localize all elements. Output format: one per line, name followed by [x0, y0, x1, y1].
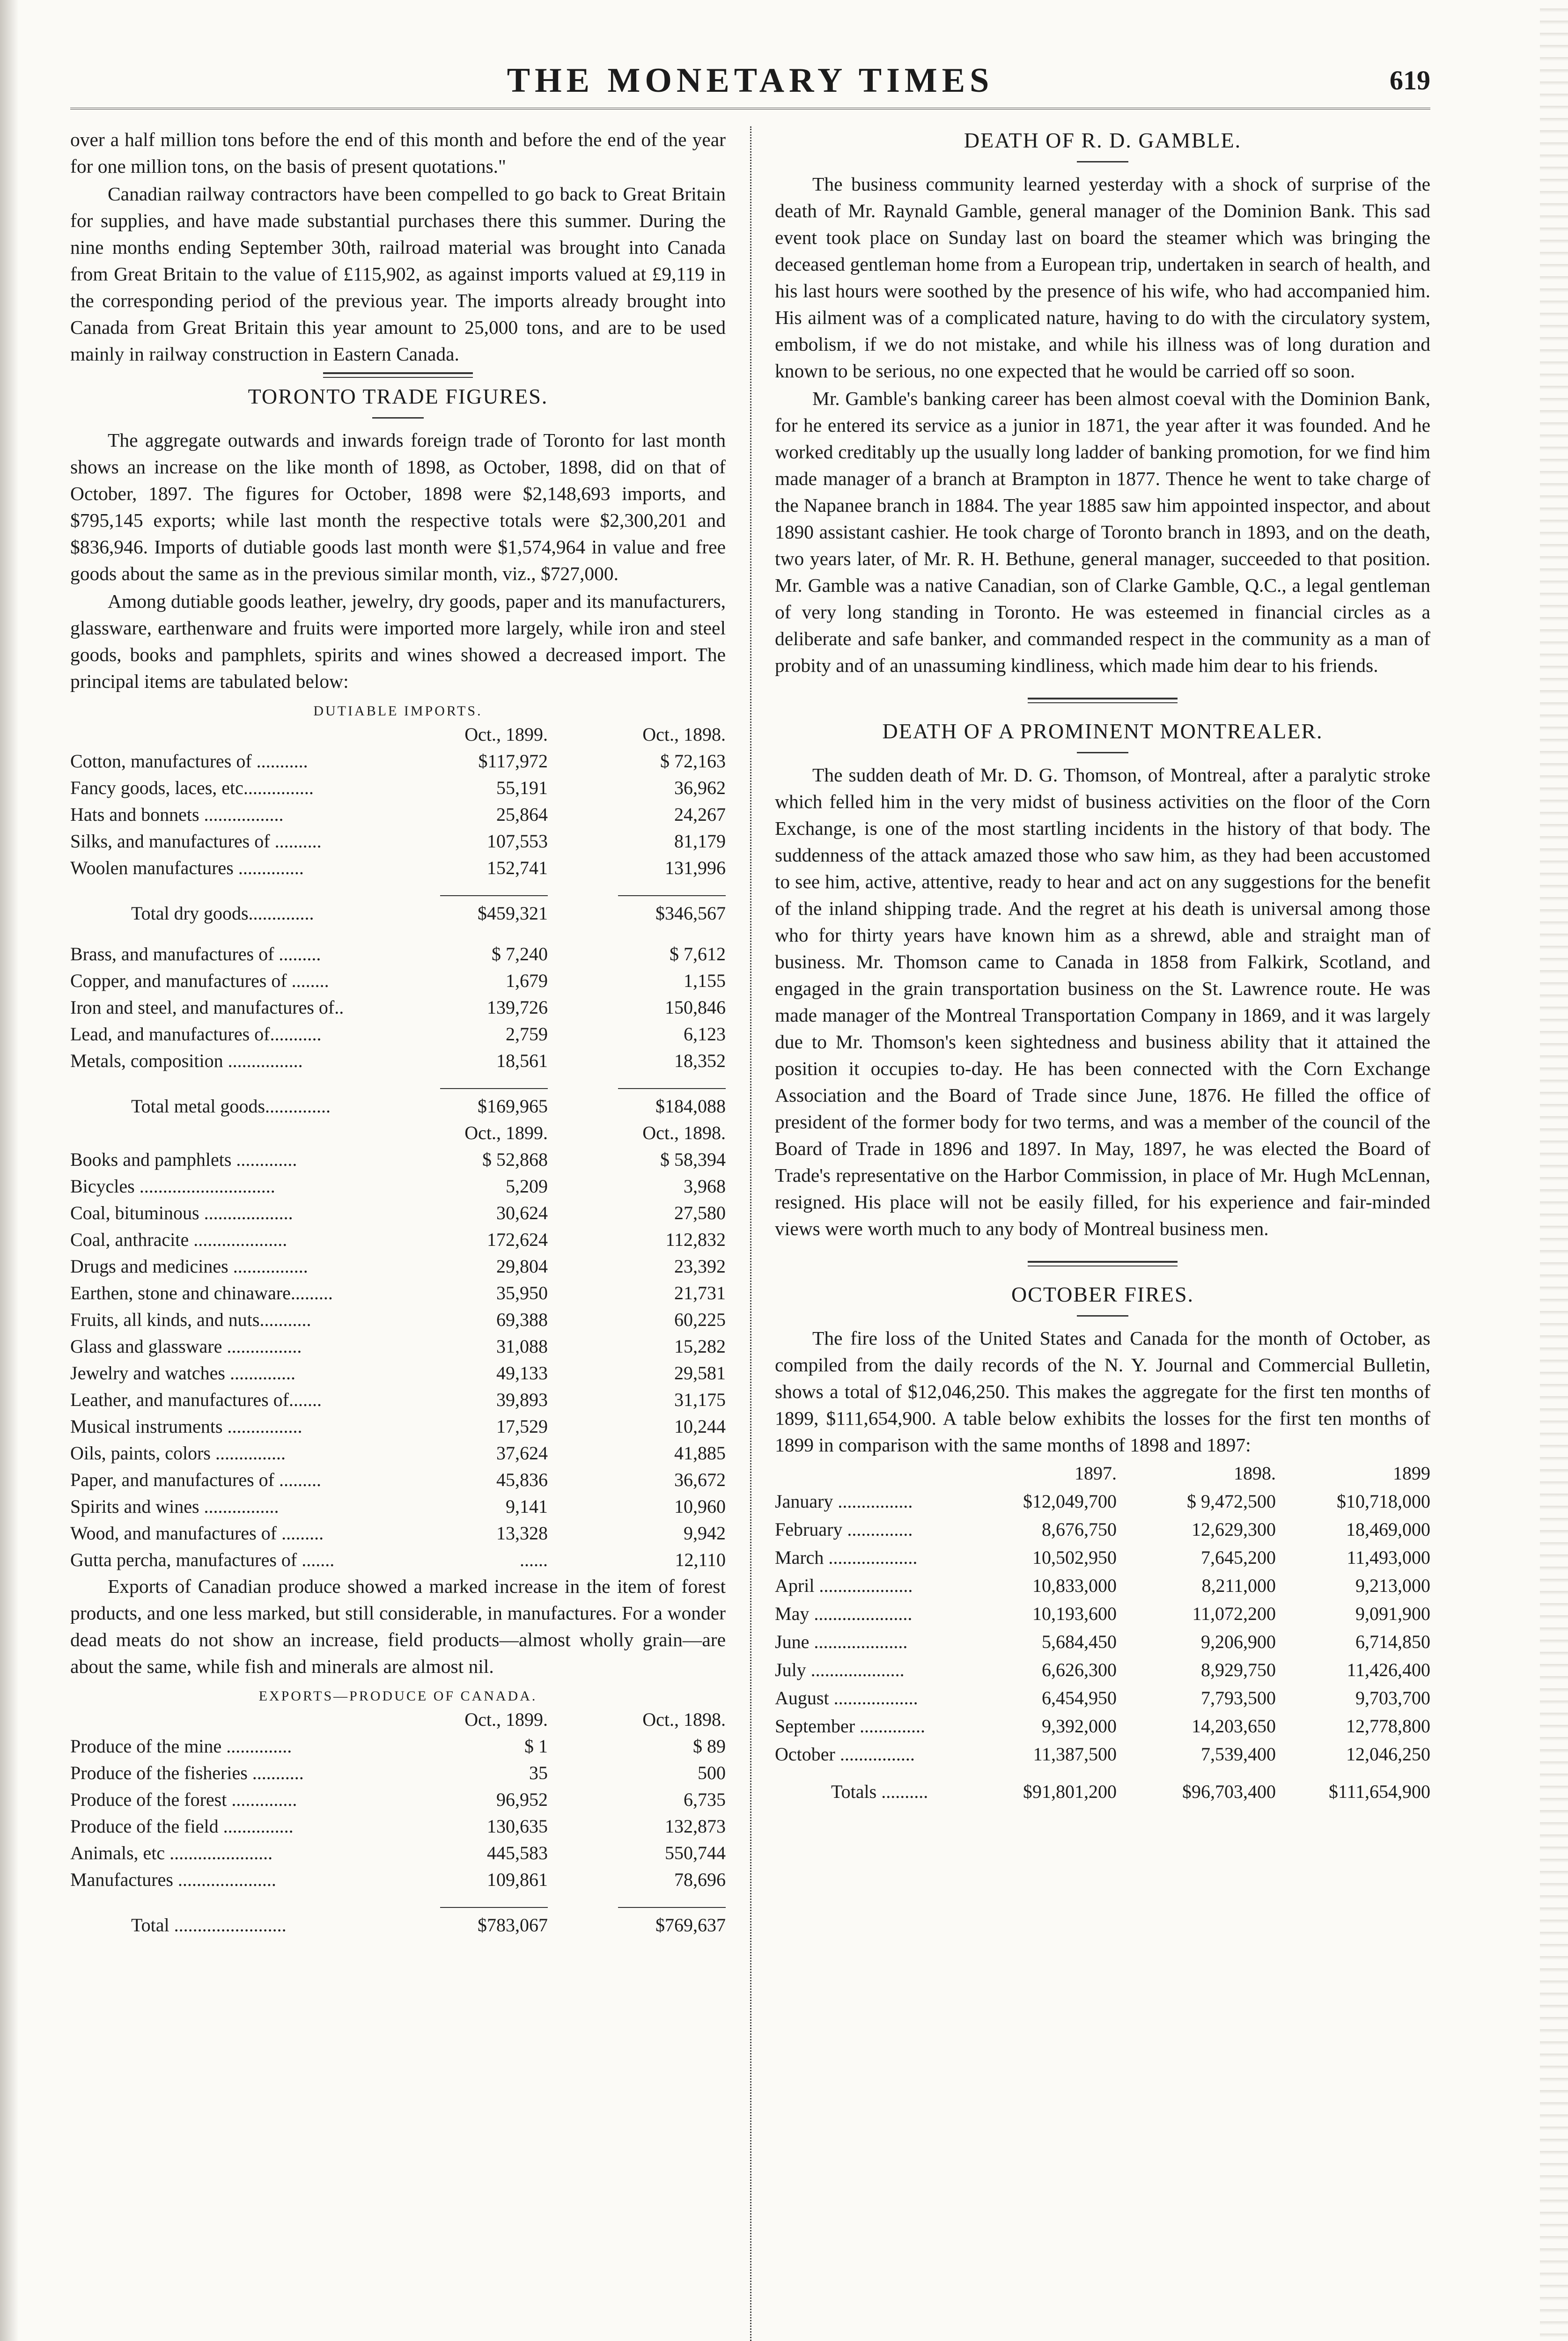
item-label: Lead, and manufactures of...........	[70, 1023, 322, 1045]
value-1898: 15,282	[674, 1336, 726, 1357]
value-1898: $ 58,394	[660, 1149, 726, 1170]
table-row	[70, 1466, 726, 1493]
total-label: Total dry goods..............	[131, 903, 314, 924]
value-1899: $ 7,240	[492, 943, 548, 964]
table-row	[775, 1487, 1430, 1516]
value-1898: 81,179	[674, 831, 726, 852]
totals-1897: $91,801,200	[1023, 1781, 1117, 1802]
fires-table	[775, 1487, 1430, 1768]
table-row	[70, 1440, 726, 1466]
value-1899: 130,635	[487, 1816, 548, 1837]
item-label: Leather, and manufactures of.......	[70, 1389, 322, 1410]
item-label: Musical instruments ................	[70, 1416, 302, 1437]
value-1899: 17,529	[496, 1416, 548, 1437]
fires-totals-row	[775, 1778, 1430, 1806]
table-row	[775, 1572, 1430, 1600]
table-row	[70, 1759, 726, 1786]
loss-1898: 7,645,200	[1201, 1547, 1276, 1568]
value-1899: 445,583	[487, 1842, 548, 1863]
total-label: Total metal goods..............	[131, 1096, 331, 1117]
loss-1898: 7,793,500	[1201, 1687, 1276, 1708]
table-row	[70, 1840, 726, 1866]
toronto-title: TORONTO TRADE FIGURES.	[248, 384, 548, 408]
loss-1899: 11,426,400	[1347, 1659, 1430, 1680]
table-header-2	[70, 1119, 726, 1146]
item-label: Brass, and manufactures of .........	[70, 943, 321, 964]
table-row	[70, 1253, 726, 1280]
total-1899: $783,067	[478, 1914, 548, 1936]
item-label: Books and pamphlets .............	[70, 1149, 297, 1170]
col-oct-1898: Oct., 1898.	[642, 1122, 726, 1143]
page-shadow-left	[0, 0, 19, 2341]
item-label: Earthen, stone and chinaware.........	[70, 1282, 333, 1303]
table-row	[70, 854, 726, 881]
dry-total-row	[70, 900, 726, 927]
value-1898: 27,580	[674, 1202, 726, 1223]
exports-total-row	[70, 1912, 726, 1938]
value-1899: 49,133	[496, 1362, 548, 1384]
value-1898: 550,744	[665, 1842, 726, 1863]
month-label: March ...................	[775, 1547, 918, 1568]
table-row	[70, 1333, 726, 1360]
table-row	[775, 1684, 1430, 1712]
item-label: Jewelry and watches ..............	[70, 1362, 295, 1384]
table-row	[775, 1740, 1430, 1768]
section-rule	[323, 372, 473, 378]
value-1898: 18,352	[674, 1050, 726, 1071]
total-1899: $459,321	[478, 903, 548, 924]
item-label: Animals, etc ......................	[70, 1842, 273, 1863]
value-1898: 23,392	[674, 1256, 726, 1277]
value-1899: 9,141	[506, 1496, 548, 1517]
table-row	[70, 748, 726, 774]
table-row	[70, 1226, 726, 1253]
gamble-paragraph-2: Mr. Gamble's banking career has been almost coeval with the Dominion Bank, for he entered its service as a junior in 1871, the year after it was founded. And he worked creditably up the usually long ladder of banking promotion, for we find him made manager of a branch at Brampton in 1877. Thence he went to take charge of the Napanee branch in 1884. The year 1885 saw him appointed inspector, and about 1890 assistant cashier. He took charge of Toronto branch in 1893, and on the death, two years later, of Mr. R. H. Bethune, general manager, succeeded to that position. Mr. Gamble was a native Canadian, son of Clarke Gamble, Q.C., a legal gentleman of very long standing in Toronto. He was esteemed in financial circles as a deliberate and safe banker, and commanded respect in the community as a man of probity and of an unassuming kindliness, which made him dear to his friends.	[775, 388, 1430, 676]
table-row	[70, 1280, 726, 1306]
exports-table	[70, 1733, 726, 1893]
value-1899: 172,624	[487, 1229, 548, 1250]
loss-1898: 9,206,900	[1201, 1631, 1276, 1652]
value-1898: 31,175	[674, 1389, 726, 1410]
value-1899: 35	[529, 1762, 548, 1783]
year-1897: 1897.	[1075, 1463, 1117, 1484]
item-label: Glass and glassware ................	[70, 1336, 302, 1357]
short-rule	[372, 417, 424, 419]
value-1899: 18,561	[496, 1050, 548, 1071]
table-row	[70, 1733, 726, 1759]
section-rule	[1028, 698, 1178, 703]
table-row	[70, 1493, 726, 1520]
value-1899: $ 1	[524, 1736, 548, 1757]
value-1898: $ 89	[693, 1736, 726, 1757]
col-oct-1899: Oct., 1899.	[464, 724, 548, 745]
total-line	[70, 1907, 726, 1912]
metal-total-row	[70, 1093, 726, 1119]
loss-1897: 10,833,000	[1032, 1575, 1117, 1596]
newspaper-page	[70, 56, 1430, 2341]
month-label: April ....................	[775, 1575, 913, 1596]
total-line	[70, 1088, 726, 1093]
fires-title: OCTOBER FIRES.	[1011, 1282, 1194, 1306]
masthead: THE MONETARY TIMES	[507, 61, 994, 100]
value-1898: 21,731	[674, 1282, 726, 1303]
table-row	[70, 1786, 726, 1813]
other-goods-table	[70, 1146, 726, 1573]
item-label: Spirits and wines ................	[70, 1496, 279, 1517]
total-line	[70, 895, 726, 900]
montrealer-paragraph-1: The sudden death of Mr. D. G. Thomson, of Montreal, after a paralytic stroke which felled him in the very midst of business activities on the floor of the Corn Exchange, is one of the most startling incidents in the history of that body. The suddenness of the attack amazed those who saw him, as they had been accustomed to see him, active, attentive, ready to hear and act on any suggestions for the benefit of the inland shipping trade. And the regret at his death is universal among those who for thirty years have known him as a shrewd, able and straight man of business. Mr. Thomson came to Canada in 1858 from Falkirk, Scotland, and engaged in the grain transportation business on the St. Lawrence route. He was made manager of the Montreal Transportation Company in 1869, and it was largely due to Mr. Thomson's keen sightedness and business ability that it attained the position it occupies to-day. He has been connected with the Corn Exchange Association and the Board of Trade since June, 1876. He filled the office of president of the former body for two terms, and was a member of the council of the Board of Trade in 1896 and 1897. In May, 1897, he was elected the Board of Trade's representative on the Harbor Commission, in place of Mr. Hugh McLennan, resigned. His place will not be easily filled, for his experience and fair-minded views were worth much to any body of Montreal business men.	[775, 764, 1430, 1239]
month-label: February ..............	[775, 1519, 913, 1540]
fires-paragraph-1: The fire loss of the United States and Canada for the month of October, as compiled from the daily records of the N. Y. Journal and Commercial Bulletin, shows a total of $12,046,250. This makes the aggregate for the first ten months of 1899, $111,654,900. A table below exhibits the losses for the first ten months of 1899 in comparison with the same months of 1898 and 1897:	[775, 1327, 1430, 1456]
item-label: Manufactures .....................	[70, 1869, 276, 1890]
value-1898: 150,846	[665, 997, 726, 1018]
value-1899: ......	[520, 1549, 548, 1570]
item-label: Gutta percha, manufactures of .......	[70, 1549, 335, 1570]
loss-1898: 11,072,200	[1192, 1603, 1276, 1624]
loss-1898: $ 9,472,500	[1187, 1491, 1276, 1512]
dutiable-caption: DUTIABLE IMPORTS.	[313, 703, 483, 719]
item-label: Produce of the mine ..............	[70, 1736, 292, 1757]
value-1899: 69,388	[496, 1309, 548, 1330]
loss-1898: 14,203,650	[1192, 1715, 1276, 1737]
table-row	[775, 1516, 1430, 1544]
value-1898: 29,581	[674, 1362, 726, 1384]
loss-1899: 12,046,250	[1346, 1744, 1430, 1765]
metal-goods-table	[70, 941, 726, 1074]
left-column	[70, 126, 726, 2341]
value-1899: 45,836	[496, 1469, 548, 1490]
value-1898: 36,962	[674, 777, 726, 798]
intro-paragraph-2: Canadian railway contractors have been compelled to go back to Great Britain for supplies, and have made substantial purchases there this summer. During the nine months ending September 30th, railroad material was brought into Canada from Great Britain to the value of £115,902, as against imports valued at £9,119 in the corresponding period of the previous year. The imports already brought into Canada from Great Britain this year amount to 25,000 tons, and are to be used mainly in railway construction in Eastern Canada.	[70, 183, 726, 365]
value-1898: 10,244	[674, 1416, 726, 1437]
loss-1897: 6,626,300	[1042, 1659, 1117, 1680]
loss-1897: $12,049,700	[1023, 1491, 1117, 1512]
table-header	[70, 721, 726, 748]
loss-1897: 6,454,950	[1042, 1687, 1117, 1708]
value-1899: 1,679	[506, 970, 548, 991]
value-1899: 25,864	[496, 804, 548, 825]
short-rule	[1077, 1315, 1128, 1317]
value-1899: $ 52,868	[482, 1149, 548, 1170]
value-1898: 131,996	[665, 857, 726, 878]
item-label: Oils, paints, colors ...............	[70, 1443, 286, 1464]
loss-1899: $10,718,000	[1337, 1491, 1430, 1512]
intro-paragraph-1: over a half million tons before the end of this month and before the end of the year for one million tons, on the basis of present quotations."	[70, 129, 726, 177]
loss-1899: 12,778,800	[1346, 1715, 1430, 1737]
table-row	[70, 1386, 726, 1413]
item-label: Cotton, manufactures of ...........	[70, 751, 308, 772]
value-1898: 41,885	[674, 1443, 726, 1464]
value-1898: 9,942	[684, 1523, 726, 1544]
value-1898: 132,873	[665, 1816, 726, 1837]
fires-header	[775, 1459, 1430, 1487]
item-label: Bicycles .............................	[70, 1176, 275, 1197]
loss-1899: 9,213,000	[1355, 1575, 1430, 1596]
month-label: October ................	[775, 1744, 915, 1765]
totals-1899: $111,654,900	[1328, 1781, 1430, 1802]
table-row	[70, 1200, 726, 1226]
table-row	[70, 1173, 726, 1200]
value-1899: 37,624	[496, 1443, 548, 1464]
dry-goods-table	[70, 748, 726, 881]
value-1898: 10,960	[674, 1496, 726, 1517]
table-row	[70, 1146, 726, 1173]
column-divider	[750, 126, 751, 2341]
value-1898: 60,225	[674, 1309, 726, 1330]
loss-1897: 11,387,500	[1033, 1744, 1117, 1765]
page-header	[70, 56, 1430, 110]
page-number: 619	[1390, 65, 1430, 96]
loss-1899: 9,703,700	[1355, 1687, 1430, 1708]
month-label: May .....................	[775, 1603, 913, 1624]
value-1898: 6,123	[684, 1023, 726, 1045]
table-row	[70, 1306, 726, 1333]
gamble-paragraph-1: The business community learned yesterday with a shock of surprise of the death of Mr. Raynald Gamble, general manager of the Dominion Bank. This sad event took place on Sunday last on board the steamer which was bringing the deceased gentleman home from a European trip, undertaken in search of health, and his last hours were soothed by the presence of his wife, who had accompanied him. His ailment was of a complicated nature, having to do with the circulatory system, embolism, if we do not mistake, and while his illness was of long duration and known to be serious, no one expected that he would be carried off so soon.	[775, 173, 1430, 382]
value-1899: 31,088	[496, 1336, 548, 1357]
table-row	[70, 994, 726, 1021]
item-label: Drugs and medicines ................	[70, 1256, 308, 1277]
col-oct-1899: Oct., 1899.	[464, 1709, 548, 1730]
table-row	[70, 1360, 726, 1386]
item-label: Wood, and manufactures of .........	[70, 1523, 324, 1544]
value-1898: $ 72,163	[660, 751, 726, 772]
montrealer-title: DEATH OF A PROMINENT MONTREALER.	[882, 719, 1323, 743]
table-row	[70, 1813, 726, 1840]
table-row	[70, 828, 726, 854]
year-1899: 1899	[1393, 1463, 1430, 1484]
value-1899: 29,804	[496, 1256, 548, 1277]
value-1898: 1,155	[684, 970, 726, 991]
table-row	[775, 1656, 1430, 1684]
item-label: Produce of the forest ..............	[70, 1789, 297, 1810]
loss-1898: 12,629,300	[1192, 1519, 1276, 1540]
value-1899: 13,328	[496, 1523, 548, 1544]
totals-label: Totals ..........	[831, 1781, 928, 1802]
item-label: Coal, anthracite ....................	[70, 1229, 287, 1250]
month-label: July ....................	[775, 1659, 905, 1680]
right-column	[775, 126, 1430, 2341]
value-1898: 24,267	[674, 804, 726, 825]
value-1898: 78,696	[674, 1869, 726, 1890]
item-label: Produce of the fisheries ...........	[70, 1762, 304, 1783]
toronto-paragraph-3: Exports of Canadian produce showed a marked increase in the item of forest products, and one less marked, but still considerable, in manufactures. For a wonder dead meats do not show an increase, field products—almost wholly grain—are about the same, while fish and minerals are almost nil.	[70, 1575, 726, 1677]
value-1898: $ 7,612	[670, 943, 726, 964]
table-row	[70, 1546, 726, 1573]
loss-1897: 8,676,750	[1042, 1519, 1117, 1540]
item-label: Fancy goods, laces, etc...............	[70, 777, 314, 798]
year-1898: 1898.	[1234, 1463, 1276, 1484]
value-1899: 30,624	[496, 1202, 548, 1223]
value-1899: 2,759	[506, 1023, 548, 1045]
item-label: Produce of the field ...............	[70, 1816, 294, 1837]
gamble-title: DEATH OF R. D. GAMBLE.	[964, 128, 1242, 152]
value-1899: 152,741	[487, 857, 548, 878]
page-torn-edge-right	[1540, 0, 1568, 2341]
table-row	[70, 941, 726, 967]
loss-1899: 18,469,000	[1346, 1519, 1430, 1540]
col-oct-1898: Oct., 1898.	[642, 724, 726, 745]
value-1898: 36,672	[674, 1469, 726, 1490]
value-1898: 12,110	[675, 1549, 726, 1570]
total-1899: $169,965	[478, 1096, 548, 1117]
col-oct-1899: Oct., 1899.	[464, 1122, 548, 1143]
item-label: Silks, and manufactures of ..........	[70, 831, 322, 852]
item-label: Copper, and manufactures of ........	[70, 970, 329, 991]
loss-1899: 11,493,000	[1347, 1547, 1430, 1568]
item-label: Iron and steel, and manufactures of..	[70, 997, 344, 1018]
item-label: Paper, and manufactures of .........	[70, 1469, 321, 1490]
value-1899: 107,553	[487, 831, 548, 852]
table-row	[775, 1712, 1430, 1740]
value-1899: 5,209	[506, 1176, 548, 1197]
value-1899: 139,726	[487, 997, 548, 1018]
totals-1898: $96,703,400	[1182, 1781, 1276, 1802]
table-row	[70, 774, 726, 801]
section-rule	[1028, 1261, 1178, 1266]
month-label: August ..................	[775, 1687, 918, 1708]
value-1899: 55,191	[496, 777, 548, 798]
value-1898: 6,735	[684, 1789, 726, 1810]
total-label: Total ........................	[131, 1914, 287, 1936]
total-1898: $184,088	[655, 1096, 726, 1117]
value-1898: 112,832	[665, 1229, 726, 1250]
table-row	[775, 1600, 1430, 1628]
table-row	[70, 1413, 726, 1440]
loss-1898: 8,211,000	[1201, 1575, 1276, 1596]
exports-header	[70, 1706, 726, 1733]
short-rule	[1077, 161, 1128, 162]
value-1898: 3,968	[684, 1176, 726, 1197]
exports-caption: EXPORTS—PRODUCE OF CANADA.	[258, 1688, 537, 1704]
item-label: Hats and bonnets .................	[70, 804, 284, 825]
item-label: Metals, composition ................	[70, 1050, 303, 1071]
value-1899: 35,950	[496, 1282, 548, 1303]
table-row	[70, 1047, 726, 1074]
toronto-paragraph-2: Among dutiable goods leather, jewelry, dry goods, paper and its manufacturers, glassware, earthenware and fruits were imported more largely, while iron and steel goods, books and pamphlets, spirits and wines showed a decreased import. The principal items are tabulated below:	[70, 590, 726, 692]
value-1899: $117,972	[478, 751, 548, 772]
loss-1898: 7,539,400	[1201, 1744, 1276, 1765]
loss-1899: 6,714,850	[1355, 1631, 1430, 1652]
table-row	[70, 801, 726, 828]
item-label: Woolen manufactures ..............	[70, 857, 304, 878]
item-label: Coal, bituminous ...................	[70, 1202, 293, 1223]
table-row	[775, 1628, 1430, 1656]
columns	[70, 126, 1430, 2341]
loss-1897: 10,193,600	[1032, 1603, 1117, 1624]
value-1899: 109,861	[487, 1869, 548, 1890]
col-oct-1898: Oct., 1898.	[642, 1709, 726, 1730]
toronto-paragraph-1: The aggregate outwards and inwards foreign trade of Toronto for last month shows an increase on the like month of 1898, as October, 1898, did on that of October, 1897. The figures for October, 1898 were $2,148,693 imports, and $795,145 exports; while last month the respective totals were $2,300,201 and $836,946. Imports of dutiable goods last month were $1,574,964 in value and free goods about the same as in the previous similar month, viz., $727,000.	[70, 429, 726, 584]
value-1898: 500	[698, 1762, 726, 1783]
loss-1897: 5,684,450	[1042, 1631, 1117, 1652]
total-1898: $346,567	[655, 903, 726, 924]
table-row	[70, 967, 726, 994]
month-label: June ....................	[775, 1631, 908, 1652]
table-row	[775, 1544, 1430, 1572]
table-row	[70, 1866, 726, 1893]
loss-1897: 10,502,950	[1032, 1547, 1117, 1568]
table-row	[70, 1021, 726, 1047]
loss-1897: 9,392,000	[1042, 1715, 1117, 1737]
value-1899: 96,952	[496, 1789, 548, 1810]
table-row	[70, 1520, 726, 1546]
loss-1898: 8,929,750	[1201, 1659, 1276, 1680]
short-rule	[1077, 752, 1128, 753]
total-1898: $769,637	[655, 1914, 726, 1936]
month-label: September ..............	[775, 1715, 926, 1737]
month-label: January ................	[775, 1491, 913, 1512]
value-1899: 39,893	[496, 1389, 548, 1410]
item-label: Fruits, all kinds, and nuts...........	[70, 1309, 311, 1330]
loss-1899: 9,091,900	[1355, 1603, 1430, 1624]
